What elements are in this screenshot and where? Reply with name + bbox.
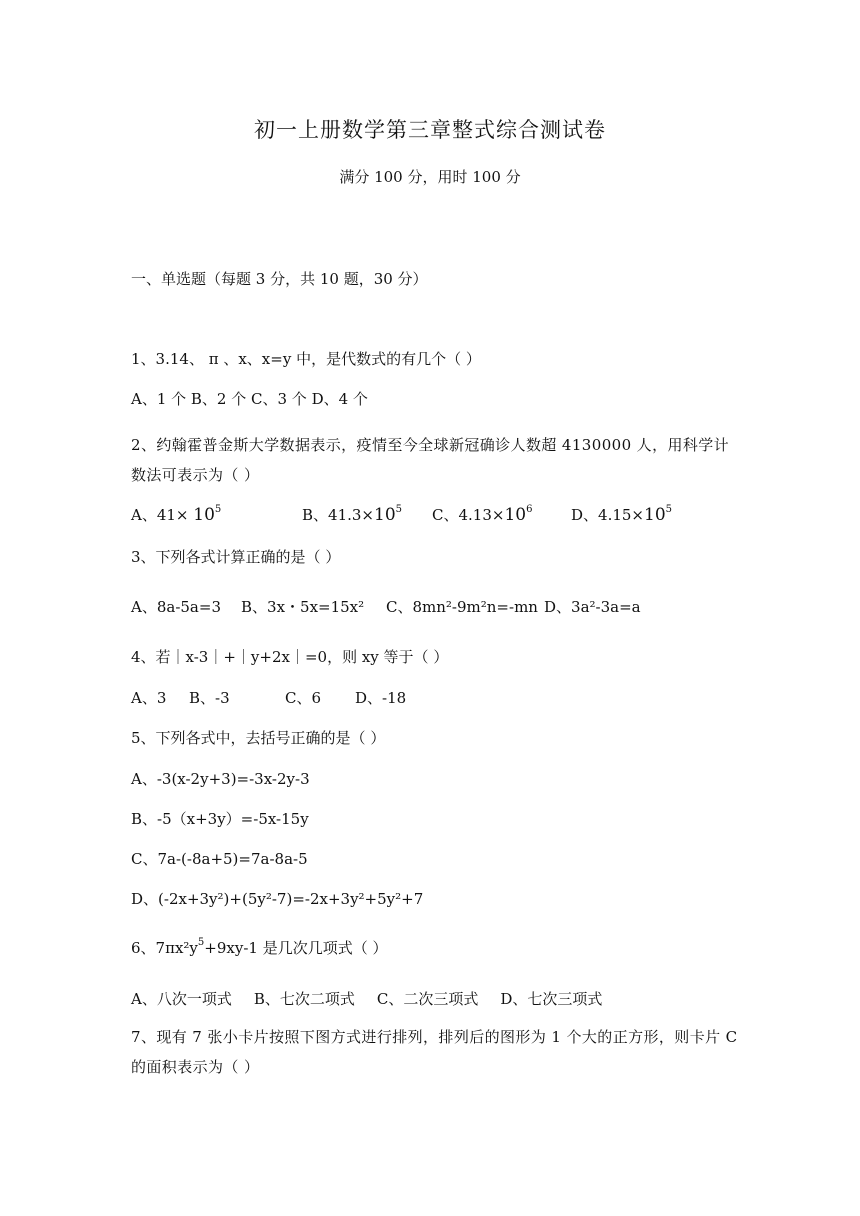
question-2-option-b (302, 504, 402, 525)
question-5-option-c: C、7a-(-8a+5)=7a-8a-5 (131, 850, 308, 868)
question-4-option-c: C、6 (285, 689, 322, 707)
question-4-options (131, 687, 406, 708)
question-2-stem: 2、约翰霍普金斯大学数据表示，疫情至今全球新冠确诊人数超 4130000 人，用科学计数法可表示为（ ） (131, 436, 730, 484)
option-c-prefix: C、4.13× (432, 506, 505, 524)
question-1-options: A、1 个 B、2 个 C、3 个 D、4 个 (131, 390, 368, 408)
question-4-stem: 4、若｜x-3｜+｜y+2x｜=0，则 xy 等于（ ） (131, 648, 449, 666)
question-2-option-a (131, 504, 221, 525)
question-6-exponent: 5 (197, 937, 205, 948)
question-3-stem: 3、下列各式计算正确的是（ ） (131, 548, 341, 566)
option-b-exponent: 5 (395, 504, 403, 515)
question-5-stem: 5、下列各式中，去括号正确的是（ ） (131, 729, 386, 747)
question-6-options (131, 988, 602, 1009)
option-a-exponent: 5 (214, 504, 222, 515)
option-b-base: 10 (374, 505, 396, 525)
question-6-stem-pre: 6、7πx²y (131, 939, 198, 957)
question-3-option-b: B、3x・5x=15x² (241, 598, 365, 616)
option-d-exponent: 5 (665, 504, 673, 515)
question-6-option-d: D、七次三项式 (500, 990, 603, 1008)
section-heading: 一、单选题（每题 3 分，共 10 题，30 分） (131, 270, 428, 288)
question-5-option-b: B、-5（x+3y）=-5x-15y (131, 810, 309, 828)
page-subtitle: 满分 100 分，用时 100 分 (339, 168, 521, 186)
question-6-stem-post: +9xy-1 是几次几项式（ ） (204, 939, 388, 957)
question-6-option-a: A、八次一项式 (131, 990, 232, 1008)
question-4-option-a: A、3 (131, 689, 167, 707)
option-b-prefix: B、41.3× (302, 506, 374, 524)
question-6-option-c: C、二次三项式 (376, 990, 479, 1008)
page-title: 初一上册数学第三章整式综合测试卷 (254, 118, 606, 142)
question-3-option-d: D、3a²-3a=a (544, 598, 641, 616)
question-6-stem (131, 937, 387, 958)
option-c-base: 10 (504, 505, 527, 525)
option-a-prefix: A、41× (131, 506, 189, 524)
option-a-base: 10 (193, 505, 215, 525)
question-3-option-a: A、8a-5a=3 (131, 598, 221, 616)
question-5-option-d: D、(-2x+3y²)+(5y²-7)=-2x+3y²+5y²+7 (131, 890, 424, 908)
question-3-options (131, 596, 641, 617)
question-3-option-c: C、8mn²-9m²n=-mn (386, 598, 538, 616)
option-d-base: 10 (644, 505, 666, 525)
question-7-stem: 7、现有 7 张小卡片按照下图方式进行排列，排列后的图形为 1 个大的正方形，则卡片 C 的面积表示为（ ） (131, 1028, 738, 1076)
question-2-option-c (432, 504, 532, 525)
question-1-stem: 1、3.14、 π 、x、x=y 中，是代数式的有几个（ ） (131, 350, 481, 368)
question-4-option-d: D、-18 (355, 689, 407, 707)
question-2-option-d (571, 504, 672, 525)
question-6-option-b: B、七次二项式 (253, 990, 355, 1008)
question-4-option-b: B、-3 (189, 689, 230, 707)
option-c-exponent: 6 (526, 504, 533, 515)
option-d-prefix: D、4.15× (571, 506, 644, 524)
question-5-option-a: A、-3(x-2y+3)=-3x-2y-3 (131, 770, 310, 788)
